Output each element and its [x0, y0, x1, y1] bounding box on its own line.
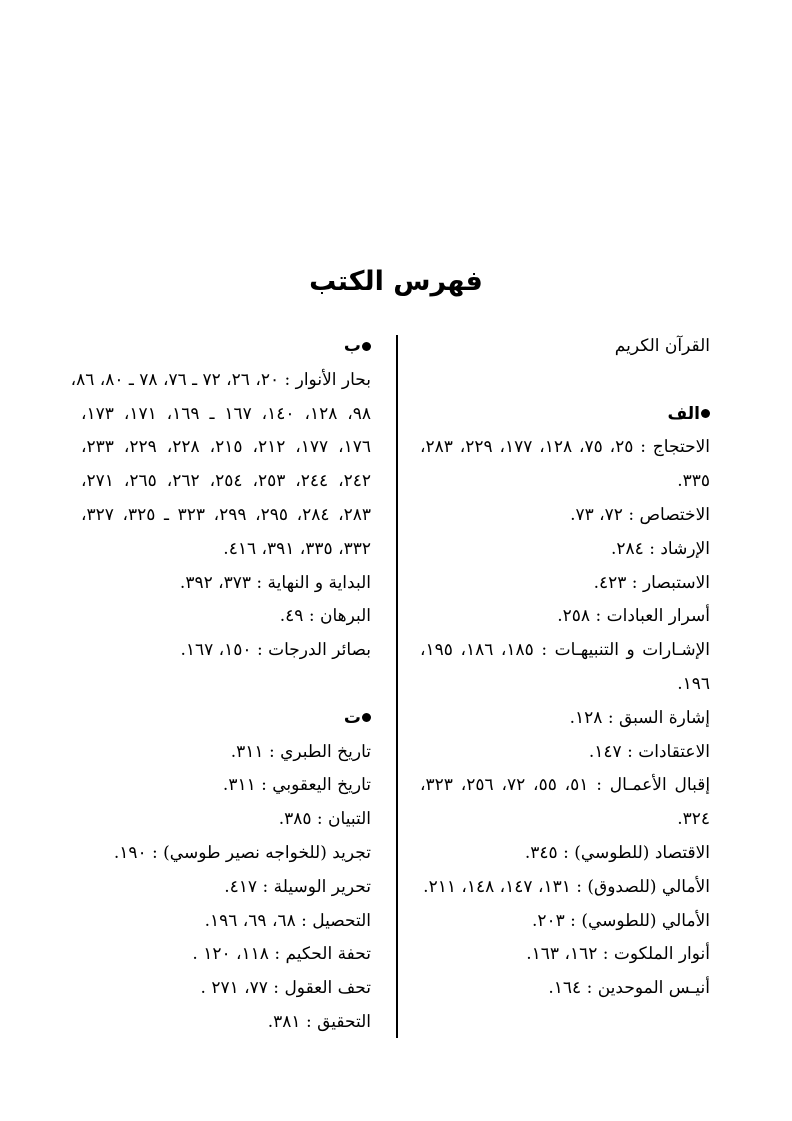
index-entry: تحرير الوسيلة : ٤١٧. — [224, 876, 371, 897]
index-entry: الإرشاد : ٢٨٤. — [611, 538, 710, 559]
index-entry: أنيـس الموحدين : ١٦٤. — [548, 978, 710, 999]
index-entry-continuation: ١٧٦، ١٧٧، ٢١٢، ٢١٥، ٢٢٨، ٢٢٩، ٢٣٣، — [81, 437, 372, 458]
index-entry-continuation: ٢٤٢، ٢٤٤، ٢٥٣، ٢٥٤، ٢٦٢، ٢٦٥، ٢٧١، — [81, 471, 372, 492]
index-entry: الأمالي (للصدوق) : ١٣١، ١٤٧، ١٤٨، ٢١١. — [423, 876, 710, 897]
blank-line — [420, 364, 710, 398]
column-divider — [396, 335, 398, 1038]
blank-line — [81, 668, 371, 702]
index-entry: الإشـارات و التنبيهـات : ١٨٥، ١٨٦، ١٩٥، — [420, 640, 711, 661]
index-entry: البرهان : ٤٩. — [279, 606, 371, 627]
index-entry: أنوار الملكوت : ١٦٢، ١٦٣. — [526, 944, 710, 965]
letter-heading-ta-label: ت — [343, 707, 361, 728]
index-entry-continuation: ٣٢٤. — [677, 809, 710, 830]
letter-heading-ba-label: ب — [343, 336, 361, 356]
index-entry: التحصيل : ٦٨، ٦٩، ١٩٦. — [204, 910, 371, 931]
letter-heading-alif — [420, 398, 710, 432]
index-entry: تاريخ اليعقوبي : ٣١١. — [222, 775, 371, 796]
page-title: فهرس الكتب — [309, 266, 483, 297]
index-entry-continuation: ٩٨، ١٢٨، ١٤٠، ١٦٧ ـ ١٦٩، ١٧١، ١٧٣، — [81, 403, 372, 424]
index-entry: الاقتصاد (للطوسي) : ٣٤٥. — [524, 842, 710, 863]
index-entry-continuation: ٢٨٣، ٢٨٤، ٢٩٥، ٢٩٩، ٣٢٣ ـ ٣٢٥، ٣٢٧، — [81, 504, 372, 525]
bullet-icon — [362, 342, 371, 351]
index-entry: الاحتجاج : ٢٥، ٧٥، ١٢٨، ١٧٧، ٢٢٩، ٢٨٣، — [420, 437, 710, 458]
index-entry: تحف العقول : ٧٧، ٢٧١ . — [200, 978, 371, 999]
right-column — [420, 330, 710, 1006]
bullet-icon — [362, 713, 371, 722]
index-entry: البداية و النهاية : ٣٧٣، ٣٩٢. — [179, 572, 371, 593]
left-column — [70, 330, 372, 1040]
index-entry: الاعتقادات : ١٤٧. — [588, 741, 710, 762]
index-entry: تحفة الحكيم : ١١٨، ١٢٠ . — [192, 944, 371, 965]
bullet-icon — [701, 409, 710, 418]
index-entry: التحقيق : ٣٨١. — [267, 1011, 371, 1032]
index-entry: الأمالي (للطوسي) : ٢٠٣. — [531, 910, 710, 931]
letter-heading-alif-label: الف — [667, 403, 700, 424]
index-entry-continuation: ٣٣٥. — [677, 471, 710, 492]
index-entry-quran: القرآن الكريم — [614, 336, 710, 356]
index-entry: تاريخ الطبري : ٣١١. — [230, 741, 371, 762]
index-entry-continuation: ٣٣٢، ٣٣٥، ٣٩١، ٤١٦. — [223, 538, 371, 559]
index-entry: أسرار العبادات : ٢٥٨. — [557, 606, 710, 627]
index-entry: إقبال الأعمـال : ٥١، ٥٥، ٧٢، ٢٥٦، ٣٢٣، — [420, 775, 711, 796]
index-entry: تجريد (للخواجه نصير طوسي) : ١٩٠. — [113, 842, 371, 863]
index-entry-continuation: ١٩٦. — [677, 673, 710, 694]
index-entry: الاستبصار : ٤٢٣. — [593, 572, 710, 593]
index-entry: التبيان : ٣٨٥. — [278, 809, 371, 830]
letter-heading-ba — [81, 330, 371, 364]
index-entry: إشارة السبق : ١٢٨. — [569, 707, 710, 728]
index-entry: بصائر الدرجات : ١٥٠، ١٦٧. — [180, 640, 371, 661]
index-entry: بحار الأنوار : ٢٠، ٢٦، ٧٢ ـ ٧٦، ٧٨ ـ ٨٠، ٨٦، — [70, 369, 371, 390]
letter-heading-ta — [81, 702, 371, 736]
index-entry: الاختصاص : ٧٢، ٧٣. — [570, 504, 710, 525]
